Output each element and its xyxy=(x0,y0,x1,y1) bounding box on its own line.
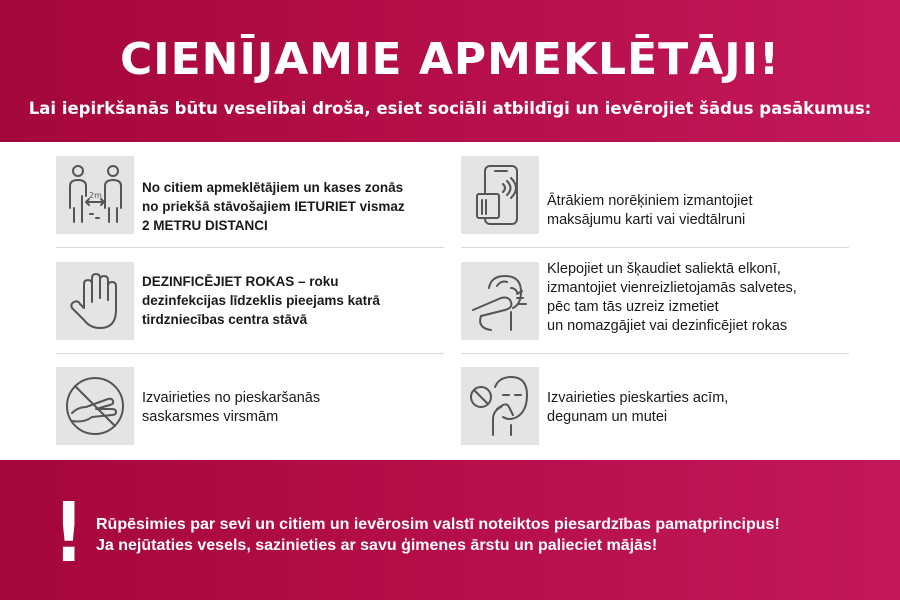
footer-line-2: Ja nejūtaties vesels, sazinieties ar savu ģimenes ārstu un palieciet mājās! xyxy=(96,537,658,554)
footer-banner xyxy=(0,460,900,600)
measure-disinfect xyxy=(56,262,444,342)
hand-disinfect-icon xyxy=(56,262,134,340)
exclamation-icon: ! xyxy=(53,486,84,581)
cough-elbow-icon xyxy=(461,262,539,340)
measure-contactless xyxy=(461,156,849,236)
measure-distance-text: No citiem apmeklētājiem un kases zonās no priekšā stāvošajiem IETURIET vismaz 2 METRU DISTANCI xyxy=(142,180,405,233)
footer-line-1: Rūpēsimies par sevi un citiem un ievērosim valstī noteiktos piesardzības pamatprincipus! xyxy=(96,516,780,533)
no-face-touch-icon xyxy=(461,367,539,445)
distance-label: 2m xyxy=(89,191,102,200)
no-touch-icon xyxy=(56,367,134,445)
measure-cough xyxy=(461,262,849,342)
measure-contactless-text: Ātrākiem norēķiniem izmantojiet maksājumu karti vai viedtālruni xyxy=(547,193,753,228)
measure-no-touch-text: Izvairieties no pieskaršanās saskarsmes virsmām xyxy=(142,390,321,425)
header-banner xyxy=(0,0,900,142)
measure-no-touch xyxy=(56,367,444,447)
measure-no-face-touch xyxy=(461,367,849,447)
measure-disinfect-text: DEZINFICĒJIET ROKAS – roku dezinfekcijas līdzeklis pieejams katrā tirdzniecības centra stāvā xyxy=(142,274,380,327)
contactless-phone-card-icon xyxy=(461,156,539,234)
distance-people-icon xyxy=(56,156,134,234)
page-subtitle: Lai iepirkšanās būtu veselībai droša, esiet sociāli atbildīgi un ievērojiet šādus pasākumus: xyxy=(28,99,872,118)
measures-grid xyxy=(0,142,900,460)
measure-distance xyxy=(56,156,444,236)
measure-cough-text: Klepojiet un šķaudiet saliektā elkonī, izmantojiet vienreizlietojamās salvetes, pēc tam tās uzreiz izmetiet un nomazgājiet vai dezinficējiet rokas xyxy=(547,261,797,334)
measure-no-face-touch-text: Izvairieties pieskarties acīm, degunam un mutei xyxy=(547,390,729,425)
page-title: CIENĪJAMIE APMEKLĒTĀJI! xyxy=(119,34,781,85)
footer-message xyxy=(96,514,880,556)
